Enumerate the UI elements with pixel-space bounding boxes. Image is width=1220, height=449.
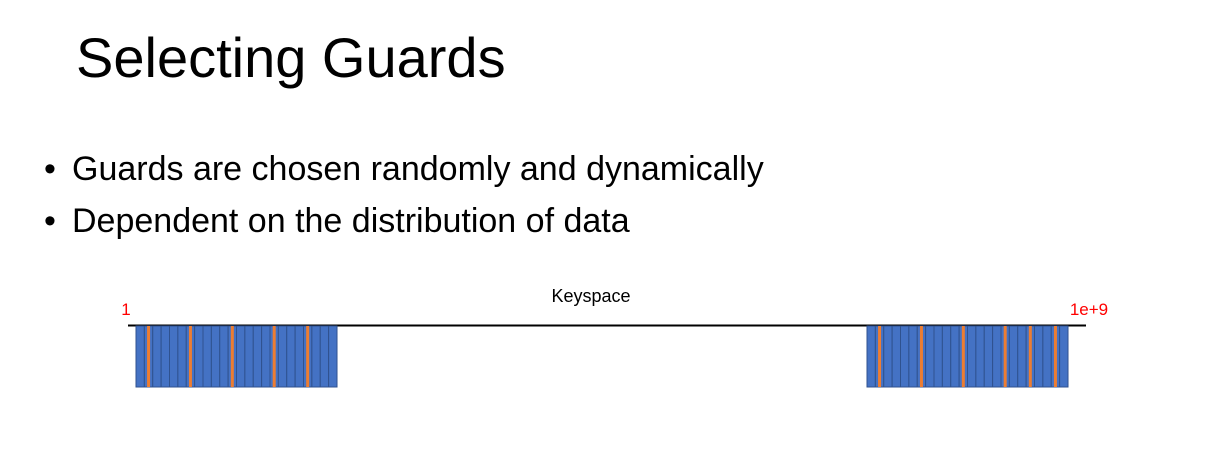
guard-marker [306, 326, 309, 387]
key-bar [867, 326, 875, 387]
keyspace-caption: Keyspace [551, 286, 631, 306]
key-bar [195, 326, 203, 387]
key-bar [934, 326, 942, 387]
key-cluster-high [867, 326, 1068, 387]
guard-marker [231, 326, 234, 387]
key-bar [968, 326, 976, 387]
key-bar [993, 326, 1001, 387]
bullet-text: Dependent on the distribution of data [72, 202, 630, 240]
guard-marker [1029, 326, 1032, 387]
guard-marker [920, 326, 923, 387]
key-bar [984, 326, 992, 387]
key-bar [892, 326, 900, 387]
key-cluster-low [136, 326, 337, 387]
key-bar [312, 326, 320, 387]
guard-marker [962, 326, 965, 387]
key-bar [901, 326, 909, 387]
guard-marker [273, 326, 276, 387]
key-bar [295, 326, 303, 387]
guard-marker [189, 326, 192, 387]
key-bar [220, 326, 228, 387]
slide-title: Selecting Guards [76, 26, 506, 89]
key-bar [203, 326, 211, 387]
key-bar [170, 326, 178, 387]
key-bar [1009, 326, 1017, 387]
key-bar [1060, 326, 1068, 387]
key-bar [287, 326, 295, 387]
key-bar [951, 326, 959, 387]
key-bar [161, 326, 169, 387]
key-bar [253, 326, 261, 387]
key-bar [211, 326, 219, 387]
key-bar [320, 326, 328, 387]
guard-marker [1004, 326, 1007, 387]
keyspace-min-label: 1 [121, 300, 131, 319]
bullet-marker: • [44, 150, 56, 188]
bullet-marker: • [44, 202, 56, 240]
key-bar [926, 326, 934, 387]
key-bar [237, 326, 245, 387]
guard-marker [878, 326, 881, 387]
guard-marker [147, 326, 150, 387]
key-bar [1043, 326, 1051, 387]
key-bar [909, 326, 917, 387]
key-bar [153, 326, 161, 387]
key-bar [1035, 326, 1043, 387]
key-bar [262, 326, 270, 387]
key-bar [278, 326, 286, 387]
key-bar [884, 326, 892, 387]
bullet-text: Guards are chosen randomly and dynamically [72, 150, 764, 188]
key-bar [942, 326, 950, 387]
keyspace-max-label: 1e+9 [1069, 300, 1109, 319]
guard-marker [1054, 326, 1057, 387]
key-bar [1018, 326, 1026, 387]
key-bar [178, 326, 186, 387]
key-bar [245, 326, 253, 387]
key-bar [329, 326, 337, 387]
key-bar [136, 326, 144, 387]
key-bar [976, 326, 984, 387]
